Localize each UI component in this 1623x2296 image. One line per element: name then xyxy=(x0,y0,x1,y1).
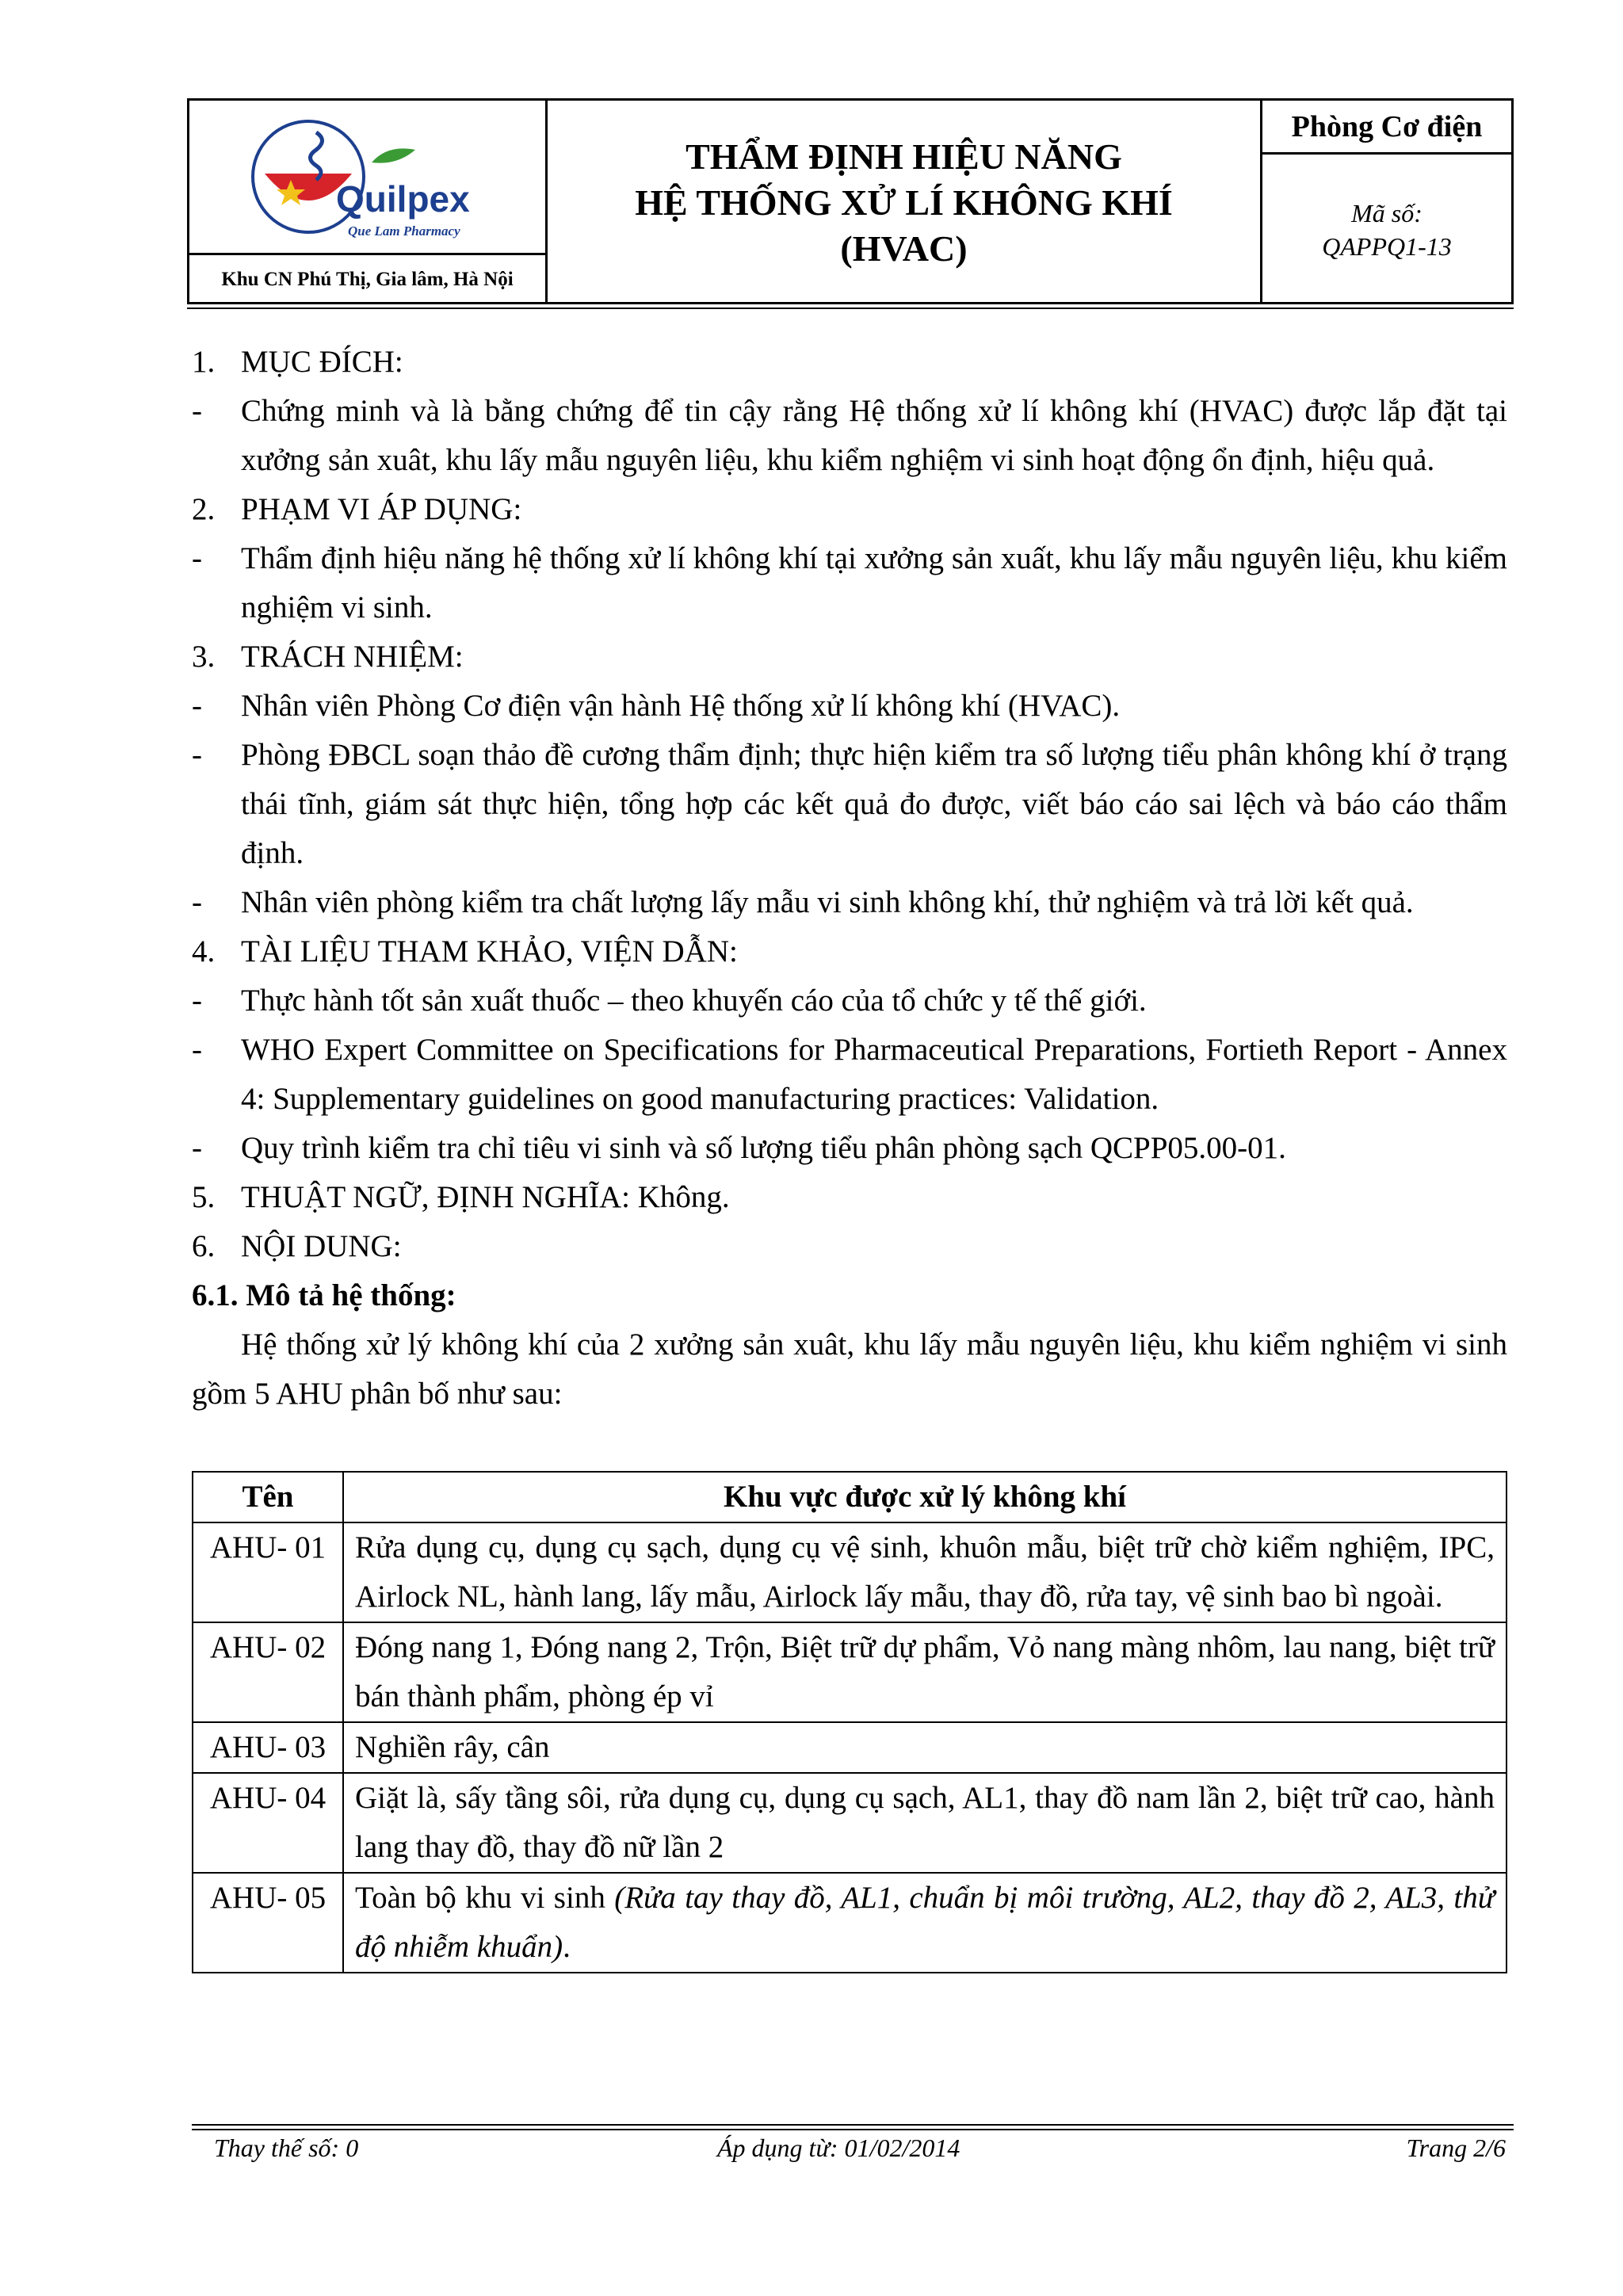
bullet: - xyxy=(192,738,202,772)
section-title: MỤC ĐÍCH: xyxy=(241,345,403,379)
list-item-text: Phòng ĐBCL soạn thảo đề cương thẩm định; thực hiện kiểm tra số lượng tiểu phân không khí ở trạng thái tĩnh, giám sát thực hiện, tổng hợp các kết quả đo được, viết báo cáo sai lệch và báo cáo thẩm định. xyxy=(241,738,1507,870)
list-item-text: Thẩm định hiệu năng hệ thống xử lí không khí tại xưởng sản xuất, khu lấy mẫu nguyên liệu, khu kiểm nghiệm vi sinh. xyxy=(241,541,1507,625)
table-row xyxy=(193,1873,1507,1973)
section-2-heading xyxy=(192,485,1507,534)
list-item xyxy=(192,731,1507,878)
list-item xyxy=(192,1026,1507,1124)
list-item xyxy=(192,682,1507,731)
section-number: 3. xyxy=(192,640,216,674)
section-4-heading xyxy=(192,927,1507,976)
list-item xyxy=(192,1124,1507,1173)
section-3-heading xyxy=(192,632,1507,682)
company-logo xyxy=(189,101,545,253)
ahu-area-text: Toàn bộ khu vi sinh xyxy=(355,1881,615,1915)
footer-apply-date: Áp dụng từ: 01/02/2014 xyxy=(717,2134,960,2162)
list-item xyxy=(192,976,1507,1026)
logo-cell xyxy=(189,101,548,304)
list-item-text: Nhân viên phòng kiểm tra chất lượng lấy mẫu vi sinh không khí, thử nghiệm và trả lời kết quả. xyxy=(241,885,1414,919)
footer-rule xyxy=(192,2129,1514,2130)
table-row xyxy=(193,1622,1507,1722)
column-header-area: Khu vực được xử lý không khí xyxy=(343,1472,1507,1522)
footer-rule xyxy=(192,2124,1514,2126)
section-title: PHẠM VI ÁP DỤNG: xyxy=(241,492,522,526)
subsection-paragraph: Hệ thống xử lý không khí của 2 xưởng sản xuât, khu lấy mẫu nguyên liệu, khu kiểm nghiệm vi sinh gồm 5 AHU phân bố như sau: xyxy=(192,1328,1507,1411)
ahu-name: AHU- 02 xyxy=(193,1622,343,1722)
list-item xyxy=(192,878,1507,927)
title-line-3: (HVAC) xyxy=(840,227,968,269)
bullet: - xyxy=(192,1033,202,1067)
document-header xyxy=(187,98,1514,304)
quilpex-logo-icon xyxy=(189,101,545,253)
code-label: Mã số: xyxy=(1351,198,1423,227)
department-label: Phòng Cơ điện xyxy=(1262,101,1511,155)
ahu-name: AHU- 03 xyxy=(193,1722,343,1773)
title-line-1: THẨM ĐỊNH HIỆU NĂNG xyxy=(685,136,1122,177)
list-item-text: Quy trình kiểm tra chỉ tiêu vi sinh và số lượng tiểu phân phòng sạch QCPP05.00-01. xyxy=(241,1131,1286,1165)
ahu-name: AHU- 05 xyxy=(193,1873,343,1973)
section-title: NỘI DUNG: xyxy=(241,1229,402,1263)
table-header-row xyxy=(193,1472,1507,1522)
section-number: 4. xyxy=(192,934,216,968)
ahu-area: Đóng nang 1, Đóng nang 2, Trộn, Biệt trữ dự phẩm, Vỏ nang màng nhôm, lau nang, biệt trữ bán thành phẩm, phòng ép vỉ xyxy=(343,1622,1507,1722)
section-5-heading xyxy=(192,1173,1507,1222)
footer-page-number: Trang 2/6 xyxy=(1406,2134,1506,2162)
bullet: - xyxy=(192,885,202,919)
ahu-area-end: . xyxy=(563,1930,571,1964)
footer-replace: Thay thế số: 0 xyxy=(214,2134,359,2162)
header-meta xyxy=(1262,101,1511,304)
section-number: 5. xyxy=(192,1180,216,1214)
document-body xyxy=(192,338,1507,1419)
ahu-area xyxy=(343,1873,1507,1973)
document-title xyxy=(548,101,1262,304)
bullet: - xyxy=(192,1131,202,1165)
list-item-text: Nhân viên Phòng Cơ điện vận hành Hệ thống xử lí không khí (HVAC). xyxy=(241,689,1121,723)
section-number: 6. xyxy=(192,1229,216,1263)
section-number: 1. xyxy=(192,345,216,379)
list-item xyxy=(192,534,1507,632)
ahu-name: AHU- 01 xyxy=(193,1522,343,1622)
subsection-6-1-heading: 6.1. Mô tả hệ thống: xyxy=(192,1278,456,1312)
ahu-area: Nghiền rây, cân xyxy=(343,1722,1507,1773)
document-footer xyxy=(214,2134,1506,2173)
bullet: - xyxy=(192,541,202,575)
list-item-text: WHO Expert Committee on Specifications for Pharmaceutical Preparations, Fortieth Report - Annex 4: Supplementary guidelines on good manufacturing practices: Validation. xyxy=(241,1033,1507,1116)
list-item-text: Chứng minh và là bằng chứng để tin cậy rằng Hệ thống xử lí không khí (HVAC) được lắp đặt tại xưởng sản xuât, khu lấy mẫu nguyên liệu, khu kiểm nghiệm vi sinh hoạt động ổn định, hiệu quả. xyxy=(241,394,1507,477)
table-row xyxy=(193,1522,1507,1622)
section-number: 2. xyxy=(192,492,216,526)
bullet: - xyxy=(192,689,202,723)
ahu-area: Giặt là, sấy tầng sôi, rửa dụng cụ, dụng cụ sạch, AL1, thay đồ nam lần 2, biệt trữ cao, hành lang thay đồ, thay đồ nữ lần 2 xyxy=(343,1773,1507,1873)
ahu-name: AHU- 04 xyxy=(193,1773,343,1873)
table-row xyxy=(193,1773,1507,1873)
column-header-name: Tên xyxy=(193,1472,343,1522)
ahu-area: Rửa dụng cụ, dụng cụ sạch, dụng cụ vệ sinh, khuôn mẫu, biệt trữ chờ kiểm nghiệm, IPC, Airlock NL, hành lang, lấy mẫu, Airlock lấy mẫu, thay đồ, rửa tay, vệ sinh bao bì ngoài. xyxy=(343,1522,1507,1622)
bullet: - xyxy=(192,984,202,1018)
svg-text:Quilpex: Quilpex xyxy=(336,178,470,220)
section-1-heading xyxy=(192,338,1507,387)
section-title: TÀI LIỆU THAM KHẢO, VIỆN DẪN: xyxy=(241,934,738,968)
ahu-table xyxy=(192,1471,1507,1973)
section-6-heading xyxy=(192,1222,1507,1271)
ahu-area-detail: (Rửa tay thay đồ, AL1, chuẩn bị môi trường, AL2, thay đồ 2, AL3, thử độ nhiễm khuẩn) xyxy=(355,1881,1495,1964)
list-item-text: Thực hành tốt sản xuất thuốc – theo khuyến cáo của tổ chức y tế thế giới. xyxy=(241,984,1147,1018)
section-title: THUẬT NGỮ, ĐỊNH NGHĨA: Không. xyxy=(241,1180,730,1214)
list-item xyxy=(192,387,1507,485)
svg-text:Que Lam Pharmacy: Que Lam Pharmacy xyxy=(348,223,460,239)
section-title: TRÁCH NHIỆM: xyxy=(241,640,464,674)
table-row xyxy=(193,1722,1507,1773)
bullet: - xyxy=(192,394,202,428)
code-value: QAPPQ1-13 xyxy=(1322,231,1452,261)
document-code xyxy=(1262,155,1511,304)
company-address: Khu CN Phú Thị, Gia lâm, Hà Nội xyxy=(189,253,545,304)
title-line-2: HỆ THỐNG XỬ LÍ KHÔNG KHÍ xyxy=(635,181,1173,223)
